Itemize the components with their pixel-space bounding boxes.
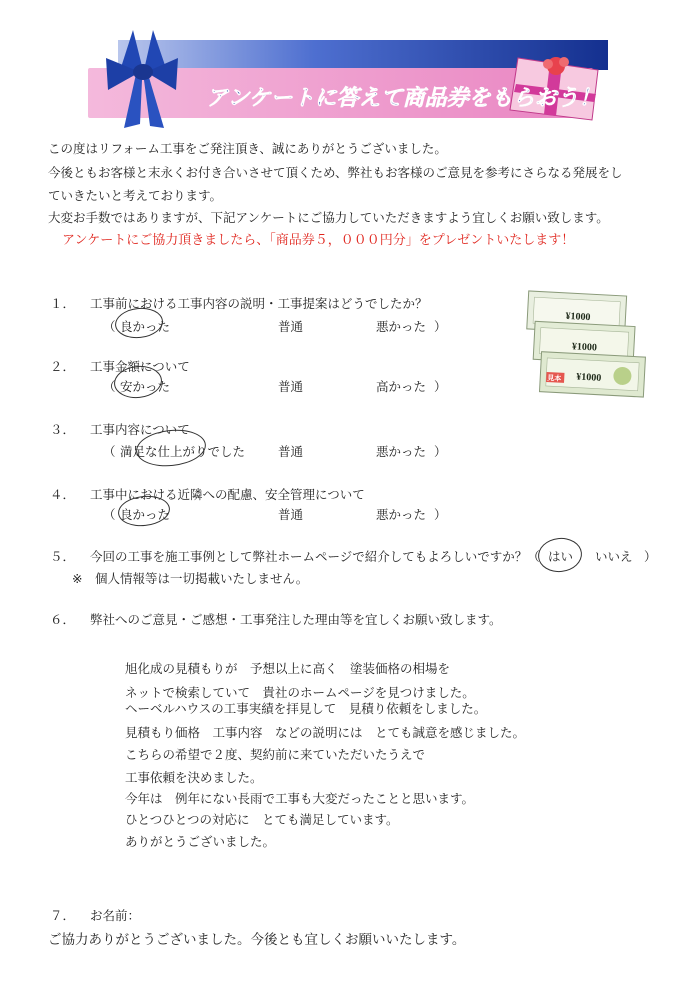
survey-banner: [78, 28, 618, 132]
q6-answer-line-2: ネットで検索していて 貴社のホームページを見つけました。: [125, 685, 475, 700]
q6-answer-line-8: ひとつひとつの対応に とても満足しています。: [125, 812, 399, 827]
svg-text:¥1000: ¥1000: [576, 371, 602, 384]
q3-number: ３．: [50, 422, 76, 437]
promo-text: アンケートにご協力頂きましたら、「商品券５，０００円分」をプレゼントいたします！: [62, 233, 575, 248]
q3-text: 工事内容について: [90, 422, 190, 437]
q7-number: ７．: [50, 908, 76, 923]
q5-close-paren: ）: [644, 549, 657, 564]
q6-number: ６．: [50, 612, 76, 627]
q3-option-bad[interactable]: 悪かった: [376, 444, 427, 459]
q1-option-bad[interactable]: 悪かった: [376, 319, 427, 334]
q3-option-satisfied[interactable]: 満足な仕上がりでした: [120, 444, 246, 459]
q6-answer-line-5: こちらの希望で２度、契約前に来ていただいたうえで: [125, 747, 426, 762]
q5-note: ※ 個人情報等は一切掲載いたしません。: [72, 571, 309, 586]
q1-open-paren: （: [103, 319, 116, 334]
q1-option-good[interactable]: 良かった: [120, 319, 171, 334]
gift-voucher-image: [520, 290, 652, 400]
svg-text:見本: 見本: [547, 375, 562, 383]
q1-number: １．: [50, 296, 76, 311]
q6-answer-line-1: 旭化成の見積もりが 予想以上に高く 塗装価格の相場を: [125, 661, 451, 676]
q6-answer-line-3: ヘーベルハウスの工事実績を拝見して 見積り依頼をしました。: [125, 701, 487, 716]
q6-answer-line-6: 工事依頼を決めました。: [125, 770, 263, 785]
q1-option-normal[interactable]: 普通: [278, 319, 304, 334]
q7-label: お名前：: [90, 908, 141, 923]
q2-open-paren: （: [103, 379, 116, 394]
q2-option-cheap[interactable]: 安かった: [120, 379, 171, 394]
q3-open-paren: （: [103, 444, 116, 459]
q2-option-expensive[interactable]: 高かった: [376, 379, 427, 394]
q4-number: ４．: [50, 487, 76, 502]
q5-number: ５．: [50, 549, 76, 564]
banner-title: アンケートに答えて商品券をもらおう！: [206, 85, 601, 110]
q6-answer-line-7: 今年は 例年にない長雨で工事も大変だったことと思います。: [125, 791, 475, 806]
q6-text: 弊社へのご意見・ご感想・工事発注した理由等を宜しくお願い致します。: [90, 612, 502, 627]
q1-close-paren: ）: [434, 319, 447, 334]
q5-answer-circle: [536, 536, 583, 574]
intro-line-2: 今後ともお客様と末永くお付き合いさせて頂くため、弊社もお客様のご意見を参考にさらなる発展をし: [48, 165, 623, 180]
q6-answer-line-4: 見積もり価格 工事内容 などの説明には とても誠意を感じました。: [125, 725, 526, 740]
q5-option-no[interactable]: いいえ: [595, 549, 633, 564]
q2-text: 工事金額について: [90, 359, 190, 374]
q4-close-paren: ）: [434, 507, 447, 522]
q4-option-normal[interactable]: 普通: [278, 507, 304, 522]
closing-text: ご協力ありがとうございました。今後とも宜しくお願いいたします。: [48, 932, 466, 948]
q5-option-yes[interactable]: はい: [548, 549, 574, 564]
q4-text: 工事中における近隣への配慮、安全管理について: [90, 487, 365, 502]
q2-number: ２．: [50, 359, 76, 374]
q6-answer-line-9: ありがとうございました。: [125, 834, 276, 849]
intro-line-3: ていきたいと考えております。: [48, 188, 223, 203]
q5-text: 今回の工事を施工事例として弊社ホームページで紹介してもよろしいですか？（: [90, 549, 540, 564]
q3-option-normal[interactable]: 普通: [278, 444, 304, 459]
q1-text: 工事前における工事内容の説明・工事提案はどうでしたか？: [90, 296, 428, 311]
q4-open-paren: （: [103, 507, 116, 522]
q4-option-bad[interactable]: 悪かった: [376, 507, 427, 522]
q4-option-good[interactable]: 良かった: [120, 507, 171, 522]
q3-close-paren: ）: [434, 444, 447, 459]
intro-line-4: 大変お手数ではありますが、下記アンケートにご協力していただきますよう宜しくお願い致します。: [48, 210, 609, 225]
svg-text:¥1000: ¥1000: [571, 341, 598, 354]
svg-text:¥1000: ¥1000: [565, 310, 591, 324]
q2-close-paren: ）: [434, 379, 447, 394]
q2-option-normal[interactable]: 普通: [278, 379, 304, 394]
intro-line-1: この度はリフォーム工事をご発注頂き、誠にありがとうございました。: [48, 141, 447, 156]
